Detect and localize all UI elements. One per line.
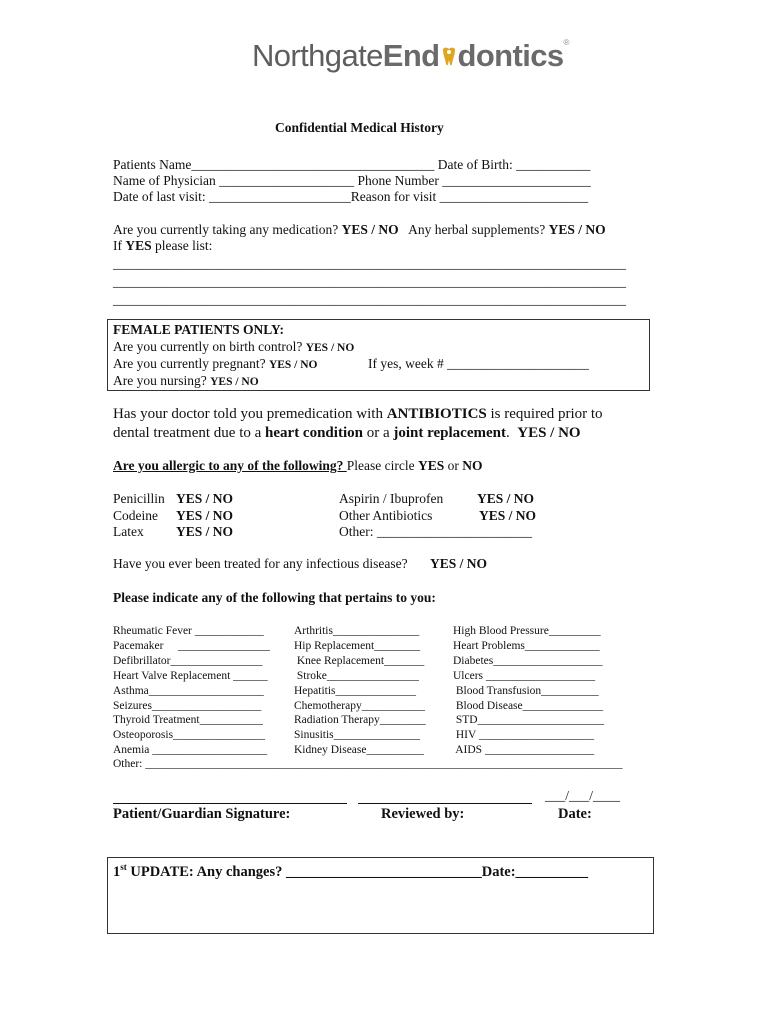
condition-item[interactable]: Thyroid Treatment___________ [113,714,263,727]
antibiotics-yes-no[interactable]: YES / NO [517,425,581,441]
condition-item[interactable]: Sinusitis_______________ [294,729,420,742]
allergy-codeine-label: Codeine [113,508,158,523]
conditions-column-2 [294,624,426,758]
allergy-circle-no: NO [462,458,483,473]
if-yes-pre: If [113,238,126,253]
birth-control-yes-no[interactable]: YES / NO [305,342,355,354]
last-visit-field[interactable]: Date of last visit: _____________________ [113,189,351,204]
update-text[interactable]: UPDATE: Any changes? ___________________________Date:__________ [126,863,589,880]
condition-item[interactable]: Kidney Disease__________ [294,744,424,757]
if-yes-word: YES [125,238,152,253]
logo-text-endo-b: dontics [457,38,564,73]
last-visit-row [113,189,588,205]
condition-item[interactable]: Blood Disease______________ [453,699,604,712]
condition-item[interactable]: HIV ____________________ [453,729,594,742]
update-row[interactable] [113,862,588,881]
antibiotics-text-or: or a [362,425,394,441]
condition-item[interactable]: Seizures___________________ [113,699,262,712]
condition-item[interactable]: Pacemaker ________________ [113,639,270,652]
condition-item[interactable]: Heart Problems_____________ [453,639,600,652]
allergy-aspirin-label: Aspirin / Ibuprofen [339,491,444,506]
allergy-penicillin-yes-no[interactable]: YES / NO [176,491,234,506]
antibiotics-text-d: dental treatment due to a [113,425,266,441]
infectious-yes-no[interactable]: YES / NO [430,556,488,571]
condition-item[interactable]: High Blood Pressure_________ [453,625,601,637]
female-heading: FEMALE PATIENTS ONLY: [113,322,285,337]
if-yes-list [113,238,212,254]
joint-replacement-word: joint replacement [393,425,506,441]
condition-item[interactable]: Stroke________________ [294,669,419,682]
medication-yes-no[interactable]: YES / NO [341,222,399,237]
herbal-label: Any herbal supplements? [398,222,549,237]
pregnant-row [113,356,318,372]
logo-text-northgate: Northgate [252,38,383,73]
signature-label: Patient/Guardian Signature: [113,806,291,822]
reason-visit-field[interactable]: Reason for visit ______________________ [350,189,589,204]
conditions-other-field[interactable]: Other: ___________________________________________________________________________________ [113,758,623,770]
condition-item[interactable]: Asthma____________________ [113,684,264,697]
patient-name-row [113,157,590,173]
condition-item[interactable]: Hepatitis______________ [294,684,417,697]
antibiotics-period: . [505,425,518,441]
pregnant-label: Are you currently pregnant? [113,356,269,371]
antibiotics-line-2 [113,425,581,442]
nursing-yes-no[interactable]: YES / NO [210,376,259,388]
pregnant-yes-no[interactable]: YES / NO [268,359,318,371]
condition-item[interactable]: Arthritis_______________ [294,625,420,637]
patient-name-field[interactable]: Patients Name____________________________________ [113,157,435,172]
allergy-codeine-yes-no[interactable]: YES / NO [176,508,234,523]
birth-control-label: Are you currently on birth control? [113,339,306,354]
physician-field[interactable]: Name of Physician ____________________ [113,173,355,188]
allergy-circle-text: Please circle [346,458,418,473]
nursing-row [113,373,259,389]
reviewed-by-label: Reviewed by: [381,806,465,822]
update-ordinal: st [120,862,127,872]
allergy-penicillin-label: Penicillin [113,491,165,506]
conditions-heading: Please indicate any of the following that pertains to you: [113,590,436,605]
update-number: 1 [113,863,121,880]
conditions-column-1 [113,624,270,758]
antibiotics-line-1 [113,406,603,423]
condition-item[interactable]: Chemotherapy___________ [294,699,425,712]
condition-item[interactable]: Hip Replacement________ [294,639,421,652]
physician-row [113,173,591,189]
allergy-circle-yes: YES [417,458,445,473]
condition-item[interactable]: Blood Transfusion__________ [453,684,599,697]
logo-text-endo-a: End [382,38,440,73]
allergy-heading: Are you allergic to any of the following? [113,458,347,473]
condition-item[interactable]: AIDS ___________________ [453,744,595,757]
allergy-circle-or: or [444,458,463,473]
reviewed-by-line[interactable] [358,803,532,804]
tooth-icon [440,40,458,62]
signature-date-field[interactable]: ___/___/____ [545,788,621,803]
allergy-other-antibiotics-yes-no[interactable]: YES / NO [479,508,537,523]
condition-item[interactable]: Ulcers ___________________ [453,669,596,682]
pregnancy-week-field[interactable]: If yes, week # _____________________ [368,356,589,371]
allergy-latex-label: Latex [113,524,144,539]
nursing-label: Are you nursing? [113,373,211,388]
allergy-other-antibiotics-label: Other Antibiotics [339,508,433,523]
medication-list-line-1[interactable]: ____________________________________________________________________________ [113,256,626,271]
practice-logo [252,38,569,74]
dob-field[interactable]: Date of Birth: ___________ [434,157,591,172]
medication-question [113,222,606,238]
phone-field[interactable]: Phone Number ______________________ [354,173,591,188]
page-title: Confidential Medical History [275,120,444,135]
if-yes-post: please list: [151,238,213,253]
antibiotics-word: ANTIBIOTICS [386,406,487,422]
medication-list-line-2[interactable]: ____________________________________________________________________________ [113,274,626,289]
condition-item[interactable]: Anemia ____________________ [113,744,268,757]
condition-item[interactable]: Rheumatic Fever ____________ [113,625,264,637]
heart-condition-word: heart condition [265,425,363,441]
condition-item[interactable]: Osteoporosis________________ [113,729,266,742]
allergy-heading-row [113,458,482,474]
antibiotics-text-c: is required prior to [486,406,603,422]
medication-list-line-3[interactable]: ____________________________________________________________________________ [113,292,626,307]
signature-line[interactable] [113,803,347,804]
infectious-question: Have you ever been treated for any infectious disease? [113,556,408,571]
herbal-yes-no[interactable]: YES / NO [548,222,606,237]
allergy-latex-yes-no[interactable]: YES / NO [176,524,234,539]
condition-item[interactable]: Knee Replacement_______ [294,654,425,667]
birth-control-row [113,339,354,355]
condition-item[interactable]: Diabetes___________________ [453,654,603,667]
condition-item[interactable]: Defibrillator________________ [113,654,263,667]
condition-item[interactable]: Heart Valve Replacement ______ [113,669,268,682]
antibiotics-text-a: Has your doctor told you premedication with [113,406,387,422]
conditions-column-3 [453,624,604,758]
allergy-aspirin-yes-no[interactable]: YES / NO [477,491,535,506]
allergy-other-field[interactable]: Other: _______________________ [339,524,533,539]
registered-mark: ® [563,38,569,47]
medication-label: Are you currently taking any medication? [113,222,342,237]
condition-item[interactable]: Radiation Therapy________ [294,714,426,727]
date-label: Date: [558,806,592,822]
condition-item[interactable]: STD______________________ [453,714,605,727]
